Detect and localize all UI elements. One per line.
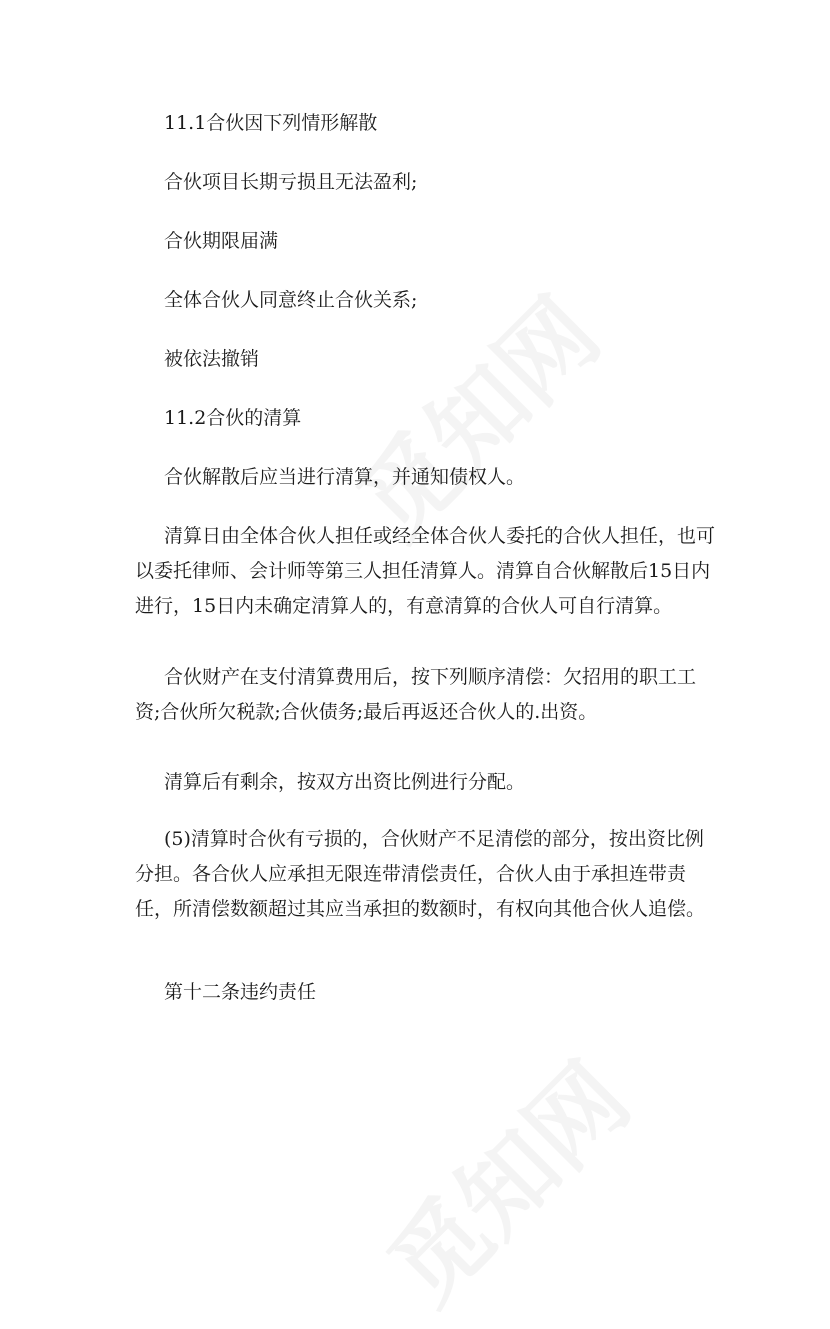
paragraph-article-12-heading: 第十二条违约责任: [164, 981, 317, 1003]
paragraph-liquidation-notice: 合伙解散后应当进行清算，并通知债权人。: [164, 466, 526, 488]
paragraph-liquidator: 清算日由全体合伙人担任或经全体合伙人委托的合伙人担任，也可以委托律师、会计师等第三人担任清算人。清算自合伙解散后15日内进行，15日内未确定清算人的，有意清算的合伙人可自行清算。: [135, 525, 716, 617]
paragraph-11-2-heading: 11.2合伙的清算: [164, 407, 302, 429]
watermark-bottom: [354, 1028, 655, 1329]
paragraph-dissolution-reason-4: 被依法撤销: [164, 348, 260, 370]
paragraph-loss-sharing: (5)清算时合伙有亏损的，合伙财产不足清偿的部分，按出资比例分担。各合伙人应承担无限连带清偿责任，合伙人由于承担连带责任，所清偿数额超过其应当承担的数额时，有权向其他合伙人追偿。: [135, 828, 706, 920]
paragraph-repayment-order: 合伙财产在支付清算费用后，按下列顺序清偿：欠招用的职工工资;合伙所欠税款;合伙债务;最后再返还合伙人的.出资。: [135, 666, 697, 723]
paragraph-dissolution-reason-2: 合伙期限届满: [164, 230, 279, 252]
paragraph-dissolution-reason-3: 全体合伙人同意终止合伙关系;: [164, 289, 418, 311]
paragraph-surplus-distribution: 清算后有剩余，按双方出资比例进行分配。: [164, 771, 526, 793]
paragraph-11-1-heading: 11.1合伙因下列情形解散: [164, 112, 378, 134]
paragraph-dissolution-reason-1: 合伙项目长期亏损且无法盈利;: [164, 171, 418, 193]
